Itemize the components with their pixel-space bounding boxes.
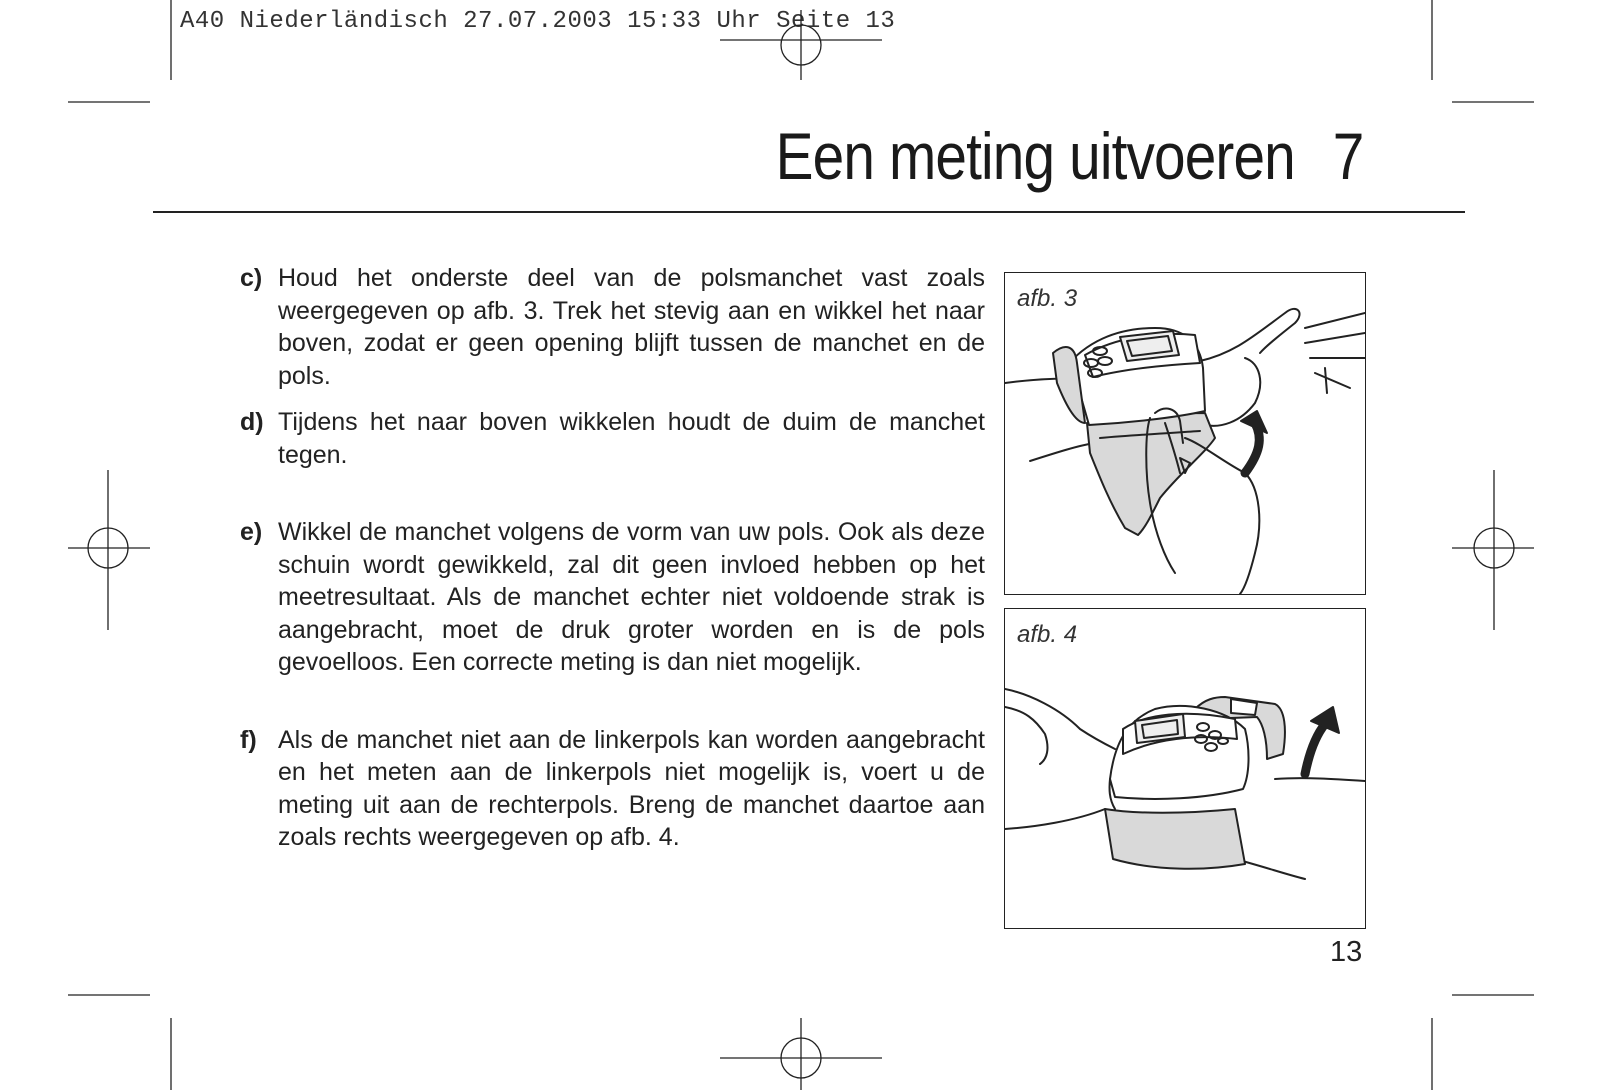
title-text: Een meting uitvoeren — [775, 119, 1295, 193]
item-text: Houd het onderste deel van de polsmanchet vast zoals weergegeven op afb. 3. Trek het stevig aan en wikkel het naar boven, zodat er geen opening blijft tussen de manchet en de pols. — [278, 264, 985, 390]
print-slug: A40 Niederländisch 27.07.2003 15:33 Uhr Seite 13 — [180, 8, 896, 35]
wrist-cuff-wrap-illustration-icon — [1005, 273, 1365, 594]
page-number: 13 — [1330, 936, 1363, 968]
title-rule — [153, 211, 1465, 213]
page-title — [775, 118, 1363, 194]
list-item — [240, 516, 985, 679]
figure-caption: afb. 3 — [1017, 285, 1078, 312]
item-letter: f) — [240, 725, 257, 754]
item-text: Tijdens het naar boven wikkelen houdt de duim de manchet tegen. — [278, 408, 985, 469]
figure-3 — [1004, 272, 1366, 595]
figure-caption: afb. 4 — [1017, 621, 1078, 648]
item-letter: c) — [240, 264, 263, 292]
list-item — [240, 724, 985, 854]
list-item — [240, 406, 985, 471]
item-letter: e) — [240, 518, 263, 546]
item-letter: d) — [240, 408, 264, 436]
instruction-list — [240, 262, 985, 854]
item-text: Als de manchet niet aan de linkerpols kan worden aangebracht en het meten aan de linkerpols niet mogelijk is, voert u de meting uit aan de rechterpols. Breng de manchet daartoe aan zoals rechts weergegeven op afb. 4. — [278, 725, 985, 851]
list-item — [240, 262, 985, 392]
chapter-number: 7 — [1332, 119, 1363, 193]
figure-4 — [1004, 608, 1366, 929]
wrist-cuff-right-wrist-illustration-icon — [1005, 609, 1365, 928]
item-text: Wikkel de manchet volgens de vorm van uw pols. Ook als deze schuin wordt gewikkeld, zal dit geen invloed hebben op het meetresultaat. Als de manchet echter niet voldoende strak is aangebracht, moet de druk groter worden en is de pols gevoelloos. Een correcte meting is dan niet mogelijk. — [278, 518, 985, 676]
